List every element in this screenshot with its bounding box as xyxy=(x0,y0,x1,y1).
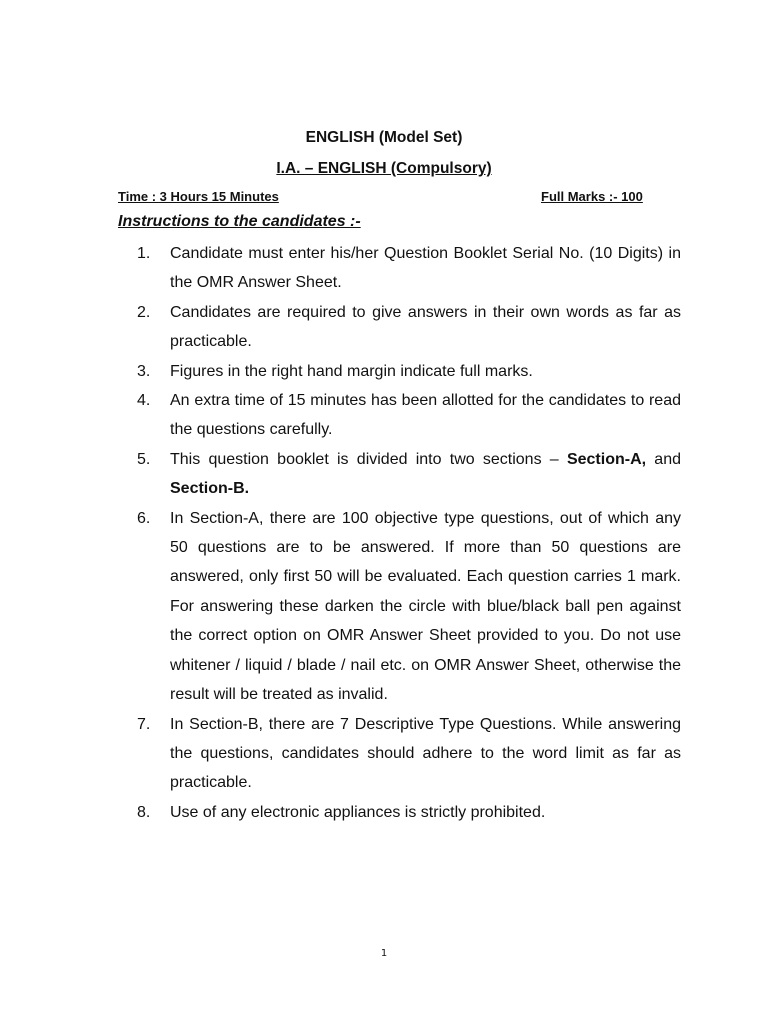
instruction-item xyxy=(118,445,681,504)
instruction-item xyxy=(118,386,681,445)
instruction-text: Figures in the right hand margin indicate full marks. xyxy=(170,362,533,380)
page-number: 1 xyxy=(380,948,388,959)
instructions-list xyxy=(118,239,681,827)
instruction-text: Use of any electronic appliances is strictly prohibited. xyxy=(170,803,546,821)
instructions-heading: Instructions to the candidates :- xyxy=(118,213,361,230)
instruction-item xyxy=(118,298,681,357)
instruction-item xyxy=(118,798,681,827)
instruction-number: 8. xyxy=(137,803,151,821)
instruction-item xyxy=(118,239,681,298)
section-a-label: Section-A, xyxy=(566,450,647,468)
instruction-text: Candidates are required to give answers in their own words as far as practicable. xyxy=(170,303,681,351)
instruction-number: 3. xyxy=(137,362,151,380)
instruction-text-part: This question booklet is divided into two sections – xyxy=(170,450,567,468)
instruction-number: 7. xyxy=(137,715,151,733)
instruction-text: An extra time of 15 minutes has been allotted for the candidates to read the questions carefully. xyxy=(170,392,681,439)
section-b-label: Section-B. xyxy=(170,480,250,498)
instruction-text: In Section-B, there are 7 Descriptive Type Questions. While answering the questions, candidates should adhere to the word limit as far as practicable. xyxy=(170,715,681,792)
instruction-number: 5. xyxy=(137,450,151,468)
instruction-text xyxy=(170,445,681,504)
full-marks: Full Marks :- 100 xyxy=(541,189,643,204)
paper-title: ENGLISH (Model Set) xyxy=(305,129,463,146)
instruction-text-part: and xyxy=(646,450,682,468)
instruction-number: 1. xyxy=(137,245,151,262)
instruction-item xyxy=(118,504,681,710)
instruction-text: In Section-A, there are 100 objective type questions, out of which any 50 questions are to be answered. If more than 50 questions are answered, only first 50 will be evaluated. Each question carries 1 mark. For answering these darken the circle with blue/black ball pen against the correct option on OMR Answer Sheet provided to you. Do not use whitener / liquid / blade / nail etc. on OMR Answer Sheet, otherwise the result will be treated as invalid. xyxy=(170,509,681,704)
instruction-number: 2. xyxy=(137,303,151,321)
instruction-number: 4. xyxy=(137,392,151,410)
instruction-item xyxy=(118,710,681,798)
instruction-item xyxy=(118,357,681,386)
instruction-text: Candidate must enter his/her Question Booklet Serial No. (10 Digits) in the OMR Answer Sheet. xyxy=(170,245,681,292)
time-allowed: Time : 3 Hours 15 Minutes xyxy=(118,189,279,204)
instruction-number: 6. xyxy=(137,509,151,527)
paper-subtitle: I.A. – ENGLISH (Compulsory) xyxy=(276,160,492,177)
